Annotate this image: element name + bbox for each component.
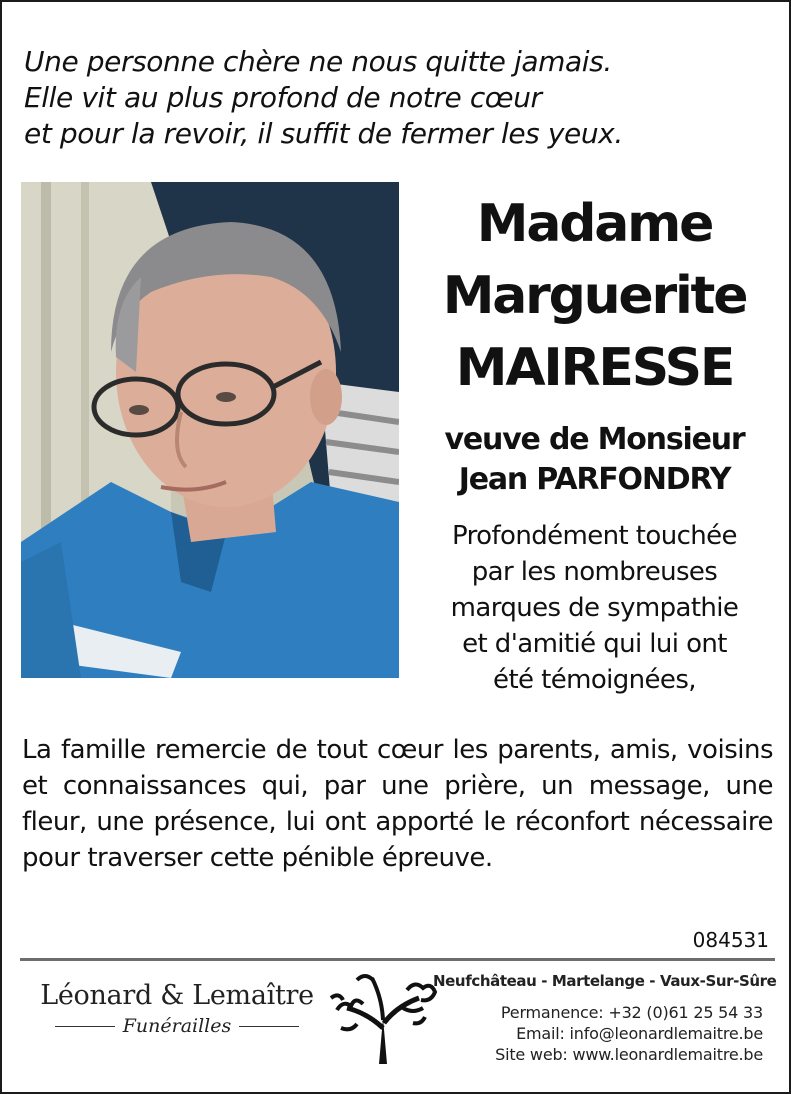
divider <box>20 958 775 961</box>
deceased-title: Madame <box>476 194 713 254</box>
memorial-quote <box>24 44 764 152</box>
deceased-first-name: Marguerite <box>442 266 747 326</box>
website[interactable]: Site web: www.leonardlemaitre.be <box>495 1045 763 1064</box>
towns: Neufchâteau - Martelange - Vaux-Sur-Sûre <box>433 972 777 990</box>
quote-line-2: Elle vit au plus profond de notre cœur <box>24 81 542 114</box>
widow-line-2: Jean PARFONDRY <box>458 462 731 497</box>
widow-of <box>412 420 777 500</box>
touched-line-2: par les nombreuses <box>471 557 718 587</box>
logo-line-right <box>239 1026 299 1027</box>
quote-line-3: et pour la revoir, il suffit de fermer les yeux. <box>24 117 623 150</box>
logo-line-left <box>55 1026 115 1027</box>
reference-number: 084531 <box>692 928 769 952</box>
tree-icon <box>327 968 439 1068</box>
funeral-home-subtitle: Funérailles <box>122 1015 232 1037</box>
touched-line-3: marques de sympathie <box>450 593 739 623</box>
touched-line-4: et d'amitié qui lui ont <box>462 629 727 659</box>
phone[interactable]: Permanence: +32 (0)61 25 54 33 <box>500 1003 763 1022</box>
funeral-home-logo <box>32 980 322 1037</box>
funeral-home-name: Léonard & Lemaître <box>40 980 314 1011</box>
announcement-block <box>412 188 777 698</box>
deceased-last-name: MAIRESSE <box>455 338 734 398</box>
portrait-photo <box>21 182 399 678</box>
touched-line-1: Profondément touchée <box>452 521 737 551</box>
quote-line-1: Une personne chère ne nous quitte jamais. <box>24 45 612 78</box>
widow-line-1: veuve de Monsieur <box>444 422 745 457</box>
email[interactable]: Email: info@leonardlemaitre.be <box>516 1024 763 1043</box>
thank-you-message: La famille remercie de tout cœur les parents, amis, voisins et connaissances qui, par une prière, un message, une fleur, une présence, lui ont apporté le réconfort nécessaire pour traverser cette pénible épreuve. <box>22 735 773 873</box>
contact-block <box>433 972 777 1065</box>
touched-line-5: été témoignées, <box>493 665 696 695</box>
touched-text <box>412 518 777 698</box>
